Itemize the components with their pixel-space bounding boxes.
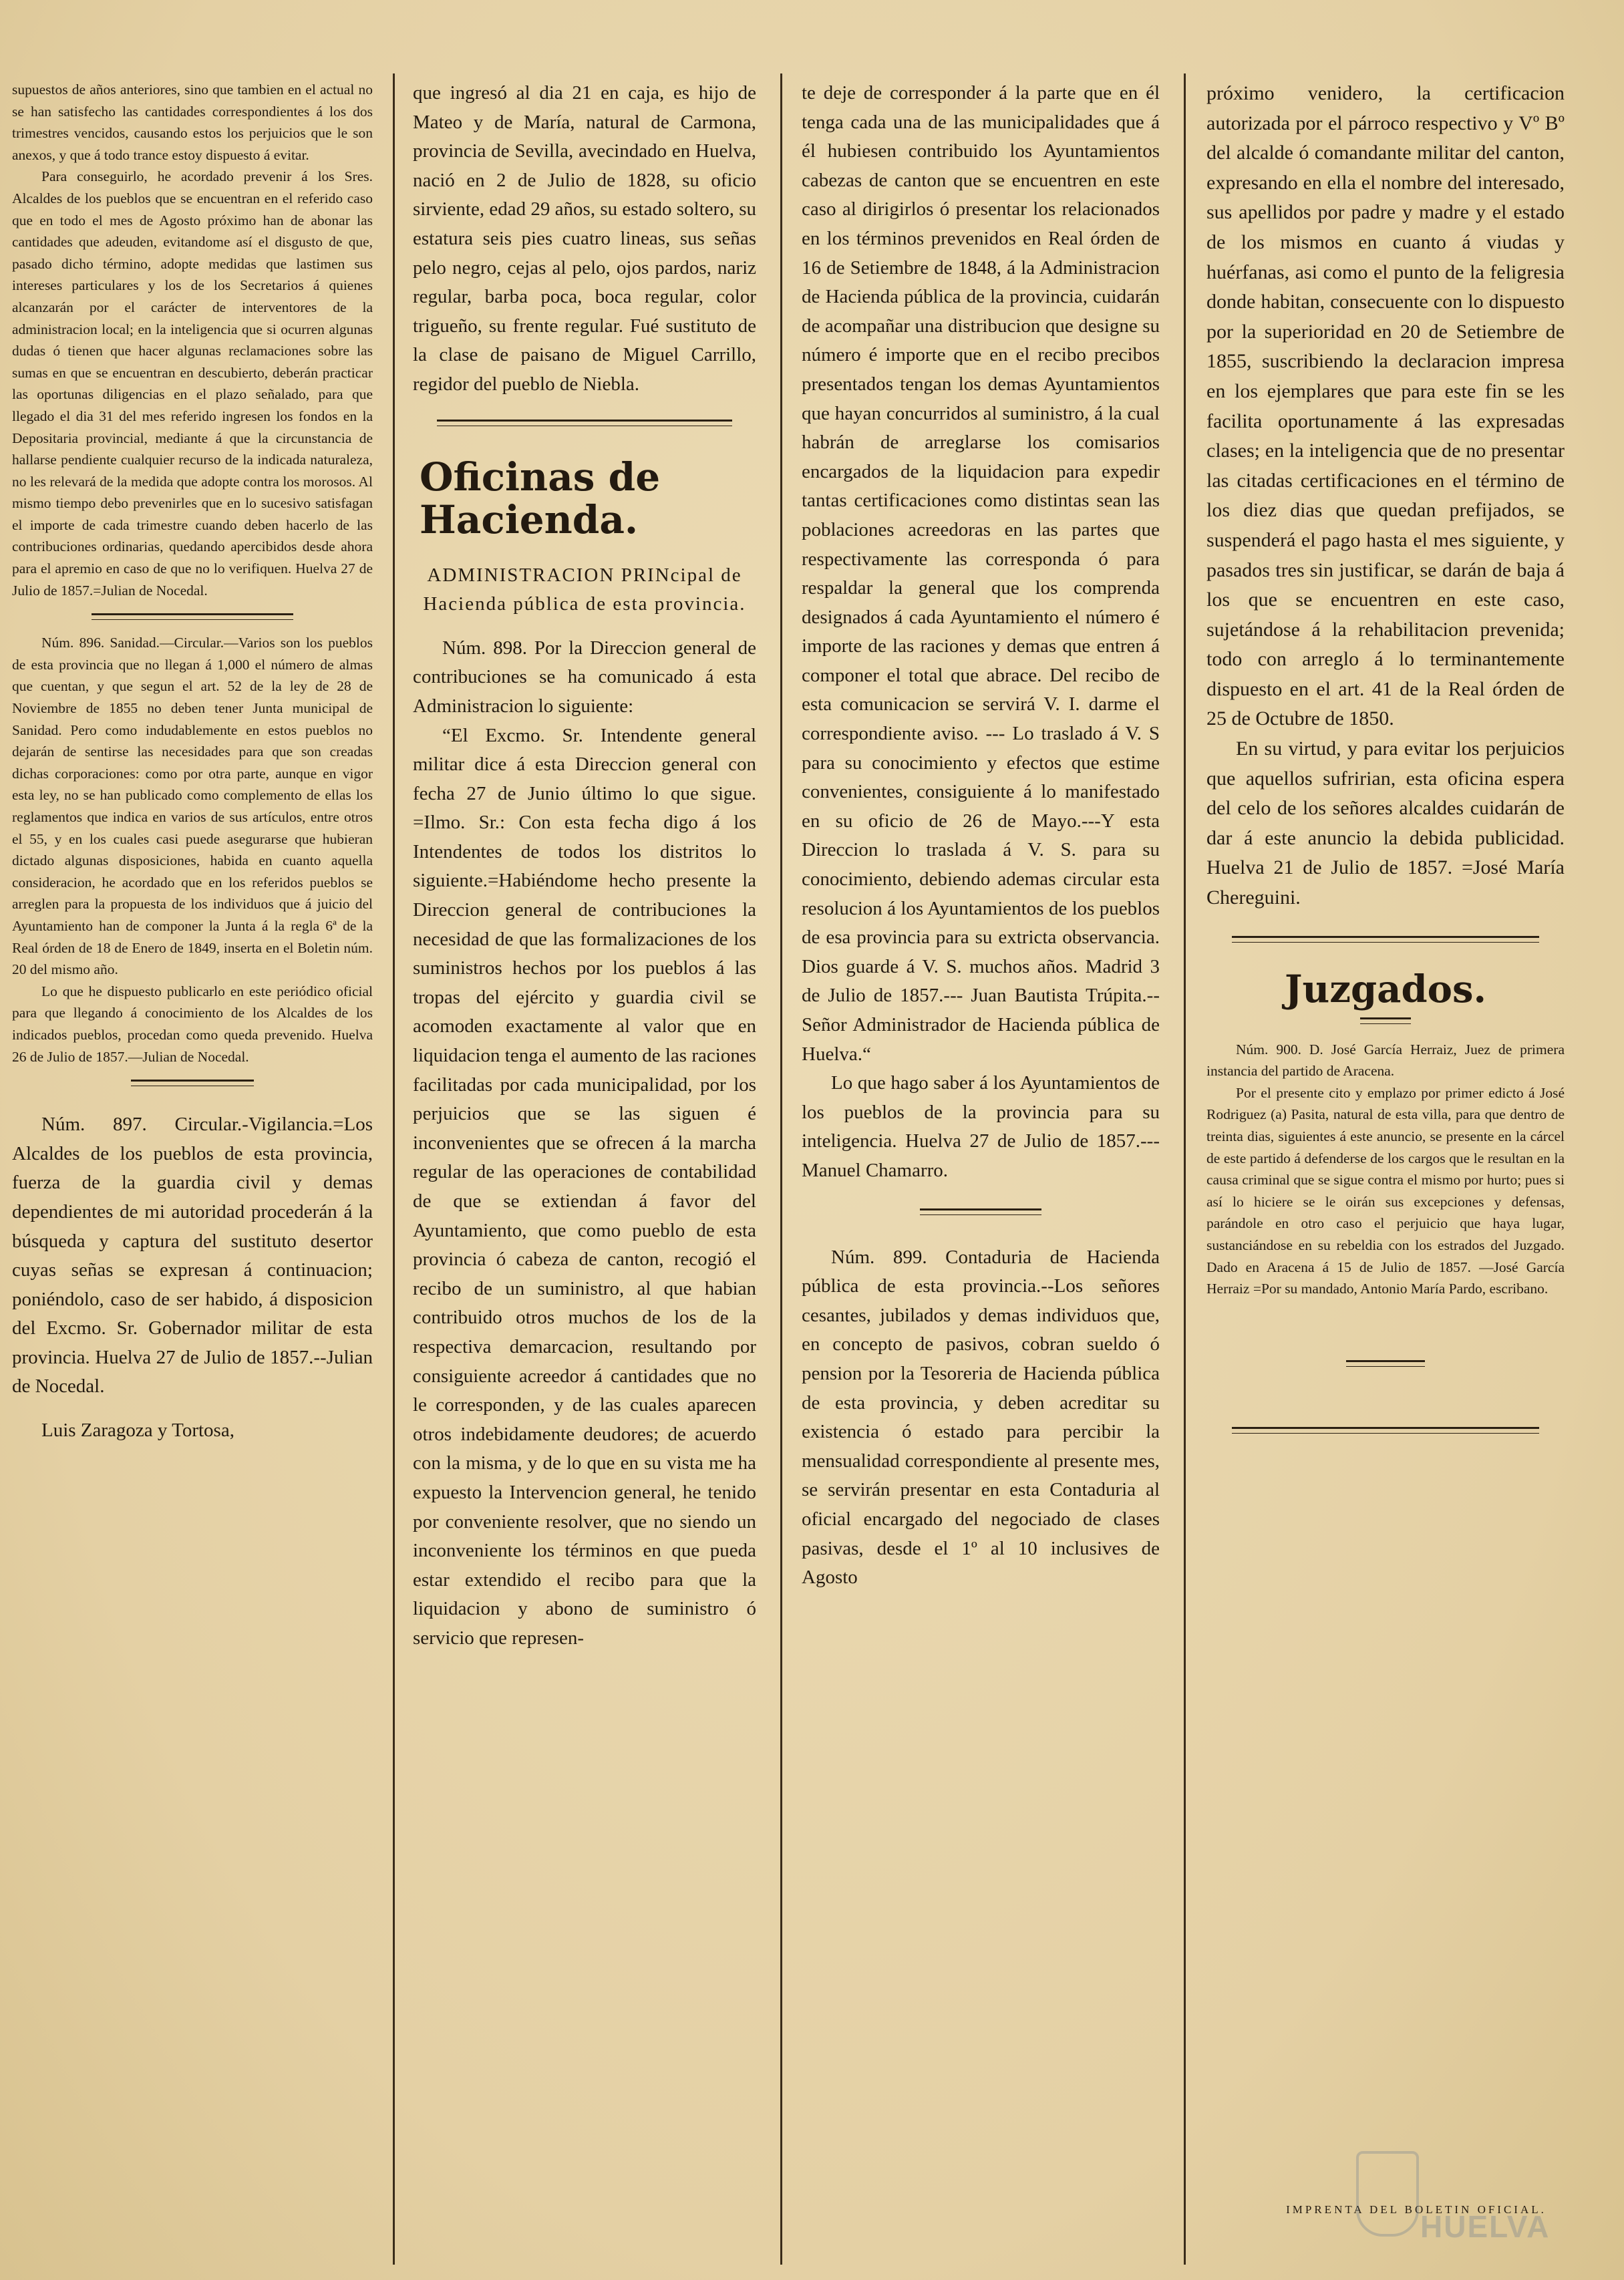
paragraph-publish-896: Lo que he dispuesto publicarlo en este periódico oficial para que llegando á conocimiento de los Alcaldes de los indicados pueblos, procedan como queda prevenido. Huelva 26 de Julio de 1857.—Julian de Nocedal. xyxy=(12,983,373,1065)
column-rule xyxy=(780,73,782,2265)
paragraph-measures: Para conseguirlo, he acordado prevenir á los Sres. Alcaldes de los pueblos que se encuentran en el referido caso que en todo el mes de Agosto próximo han de abonar las cantidades que adeuden, evitandome así el disgusto de que, pasado dicho término, adopte medidas que lastimen sus intereses particulares y los de los Secretarios á quienes alcanzarán por el carácter de interventores de la administracion local; en la inteligencia que si ocurren algunas dudas ó tienen que hacer algunas reclamaciones sobre las sumas en que se encuentran en descubierto, deberán practicar las oportunas diligencias en el plazo señalado, para que llegado el dia 31 del mes referido ingresen los fondos en la Depositaria provincial, mediante á que la circunstancia de hallarse pendiente cualquier recurso de la indicada naturaleza, no les relevará de la medida que adopte contra los morosos. Al mismo tiempo debo prevenirles que en lo sucesivo satisfagan el importe de cada trimestre cuando deben hacerlo de las contribuciones ordinarias, quedando apercibidos desde ahora para el apremio en caso de que no lo verifiquen. Huelva 27 de Julio de 1857.=Julian de Nocedal. xyxy=(12,168,373,599)
archive-watermark xyxy=(1356,2151,1610,2265)
watermark-text: HUELVA xyxy=(1420,2209,1551,2244)
notice-899-contaduria: Núm. 899. Contaduria de Hacienda pública de esta provincia.--Los señores cesantes, jubilados y demas individuos que, en concepto de pasivos, cobran sueldo ó pension por la Tesoreria de Hacienda pública de esta provincia, y deben acreditar su existencia ó estado para percibir la mensualidad correspondiente al presente mes, se servirán presentar en esta Contaduria al oficial encargado del negociado de clases pasivas, desde el 1º al 10 inclusives de Agosto xyxy=(802,1246,1160,1589)
notice-897-vigilancia: Núm. 897. Circular.-Vigilancia.=Los Alcaldes de los pueblos de esta provincia, fuerza de la guardia civil y demas dependientes de mi autoridad procederán á la búsqueda y captura del sustituto desertor cuyas señas se expresan á continuacion; poniéndolo, caso de ser habido, á disposicion del Excmo. Sr. Gobernador militar de esta provincia. Huelva 27 de Julio de 1857.--Julian de Nocedal. xyxy=(12,1114,373,1398)
separator xyxy=(131,1080,254,1086)
column-4 xyxy=(1206,79,1565,1446)
separator xyxy=(1360,1017,1410,1024)
separator xyxy=(1232,936,1540,943)
notice-898-conclusion: Lo que hago saber á los Ayuntamientos de los pueblos de la provincia para su inteligencia. Huelva 27 de Julio de 1857.---Manuel Chamarro. xyxy=(802,1072,1160,1181)
printer-imprint: IMPRENTA DEL BOLETIN OFICIAL. xyxy=(1286,2203,1547,2216)
deserter-description: que ingresó al dia 21 en caja, es hijo de Mateo y de María, natural de Carmona, provincia de Sevilla, avecindado en Huelva, nació en 2 de Julio de 1828, su oficio sirviente, edad 29 años, su estado soltero, su estatura seis pies cuatro lineas, sus señas pelo negro, cejas al pelo, ojos pardos, nariz regular, barba poca, boca regular, color trigueño, su frente regular. Fué sustituto de la clase de paisano de Miguel Carrillo, regidor del pueblo de Niebla. xyxy=(413,82,756,395)
column-rule xyxy=(393,73,395,2265)
deserter-name: Luis Zaragoza y Tortosa, xyxy=(41,1420,234,1442)
separator xyxy=(1346,1360,1425,1367)
column-2 xyxy=(413,79,756,1653)
notice-899-continuation: próximo venidero, la certificacion autorizada por el párroco respectivo y Vº Bº del alcalde ó comandante militar del canton, expresando en ella el nombre del interesado, sus apellidos por padre y madre y el estado de los mismos en cuanto á viudas y huérfanas, asi como el punto de la feligresia donde habitan, consecuente con lo dispuesto por la superioridad en 20 de Setiembre de 1855, suscribiendo la declaracion impresa en los ejemplares que para este fin se les facilita oportunamente á las expresadas clases; en la inteligencia que de no presentar las citadas certificaciones en el término de los diez dias que quedan prefijados, se suspenderá el pago hasta el mes siguiente, y pasados tres sin justificar, se darán de baja á los que se encuentren en este caso, sujetándose á la rehabilitacion prevenida; todo con arreglo á lo terminantemente dispuesto en el art. 41 de la Real órden de 25 de Octubre de 1850. xyxy=(1206,82,1565,730)
notice-899-conclusion: En su virtud, y para evitar los perjuicios que aquellos sufririan, esta oficina espera del celo de los señores alcaldes cuidarán de dar á este anuncio la debida publicidad. Huelva 21 de Julio de 1857. =José María Chereguini. xyxy=(1206,738,1565,909)
section-title-juzgados: Juzgados. xyxy=(1285,967,1486,1011)
notice-898-intro: Núm. 898. Por la Direccion general de contribuciones se ha comunicado á esta Administracion lo siguiente: xyxy=(413,637,756,717)
column-rule xyxy=(1184,73,1186,2265)
separator xyxy=(920,1208,1041,1215)
separator xyxy=(1232,1427,1540,1434)
column-1 xyxy=(12,79,373,1446)
notice-896-sanidad: Núm. 896. Sanidad.—Circular.—Varios son los pueblos de esta provincia que no llegan á 1,000 el número de almas que cuentan, y que segun el art. 52 de la ley de 28 de Noviembre de 1855 no deben tener Junta municipal de Sanidad. Pero como indudablemente en estos pueblos no dejarán de sentirse las necesidades para que son creadas dichas corporaciones: como por otra parte, aunque en vigor esta ley, no se han publicado como complemento de ellas los reglamentos que indica en varios de sus artículos, entre otros el 55, y en los cuales casi puede asegurarse que hubieran dictado algunas disposiciones, habida en cuanto aquella consideracion, he acordado que en los referidos pueblos se arreglen para la propuesta de los individuos que á juicio del Ayuntamiento han de componer la Junta á la regla 6ª de la Real órden de 18 de Enero de 1849, inserta en el Boletin núm. 20 del mismo año. xyxy=(12,635,373,978)
administration-subtitle: ADMINISTRACION PRINcipal de Hacienda pública de esta provincia. xyxy=(423,564,746,615)
notice-900-body: Por el presente cito y emplazo por primer edicto á José Rodriguez (a) Pasita, natural de esta villa, para que dentro de treinta dias, siguientes á este anuncio, se presente en la cárcel de este partido á defenderse de los cargos que le resultan en la causa criminal que se sigue contra el mismo por hurto; pues si así lo hiciere se le oirán sus excepciones y defensas, parándole en otro caso el perjuicio que haya lugar, sustanciándose en su rebeldia con los estrados del Juzgado. Dado en Aracena á 15 de Julio de 1857. —José García Herraiz =Por su mandado, Antonio María Pardo, escribano. xyxy=(1206,1084,1565,1297)
notice-898-continuation: te deje de corresponder á la parte que en él tenga cada una de las municipalidades que á él hubiesen contribuido los Ayuntamientos cabezas de canton que se encuentren en este caso al dirigirlos ó presentar los relacionados en los términos prevenidos en Real órden de 16 de Setiembre de 1848, á la Administracion de Hacienda pública de la provincia, cuidarán de acompañar una distribucion que designe su número é importe que en el recibo precibos presentados tengan los demas Ayuntamientos que hayan concurridos al suministro, á la cual habrán de arreglarse los comisarios encargados de la liquidacion para expedir tantas certificaciones como distintas sean las poblaciones acreedoras en las partes que respectivamente las corresponda ó para respaldar la general que los comprenda designados á cada Ayuntamiento el número é importe de las raciones y demas que entren á componer el total que abrace. Del recibo de esta comunicacion se servirá V. I. darme el correspondiente aviso. --- Lo traslado á V. S para su conocimiento y efectos que estime convenientes, consiguiente á lo manifestado en su oficio de 26 de Mayo.---Y esta Direccion lo traslada á V. S. para su conocimiento, debiendo ademas circular esta resolucion á los Ayuntamientos de los pueblos de esa provincia para su extricta observancia. Dios guarde á V. S. muchos años. Madrid 3 de Julio de 1857.--- Juan Bautista Trúpita.--Señor Administrador de Hacienda pública de Huelva.“ xyxy=(802,82,1160,1065)
column-3 xyxy=(802,79,1160,1593)
paragraph-arrears: supuestos de años anteriores, sino que tambien en el actual no se han satisfecho las cantidades correspondientes á los dos trimestres vencidos, causando estos los perjuicios que le son anexos, y que á todo trance estoy dispuesto á evitar. xyxy=(12,82,373,163)
coat-of-arms-icon xyxy=(1356,2151,1419,2237)
section-title-hacienda: Oficinas de Hacienda. xyxy=(420,454,661,542)
separator xyxy=(92,613,293,620)
notice-900-header: Núm. 900. D. José García Herraiz, Juez de primera instancia del partido de Aracena. xyxy=(1206,1041,1565,1080)
separator xyxy=(437,420,732,426)
notice-898-body: “El Excmo. Sr. Intendente general militar dice á esta Direccion general con fecha 27 de Junio último lo que sigue. =Ilmo. Sr.: Con esta fecha digo á los Intendentes de todos los distritos lo siguiente.=Habiéndome hecho presente la Direccion general de contribuciones la necesidad de que las formalizaciones de los suministros hechos por los pueblos á las tropas del ejército y guardia civil se acomoden exactamente al valor que en liquidacion tenga el aumento de las raciones facilitadas por cada municipalidad, por los perjuicios que se las siguen é inconvenientes que se ofrecen á la marcha regular de las operaciones de contabilidad de que se extiendan á favor del Ayuntamiento, que como pueblo de esta provincia ó cabeza de canton, recogió el recibo de un suministro, al que habian contribuido otros muchos de los de la respectiva demarcacion, resultando por consiguiente acreedor á cantidades que no le corresponden, y de las cuales aparecen otros indebidamente deudores; de acuerdo con la misma, y de lo que en su vista me ha expuesto la Intervencion general, he tenido por conveniente resolver, que no siendo un inconveniente los términos en que pueda estar extendido el recibo para que la liquidacion y abono de suministro ó servicio que represen- xyxy=(413,724,756,1649)
